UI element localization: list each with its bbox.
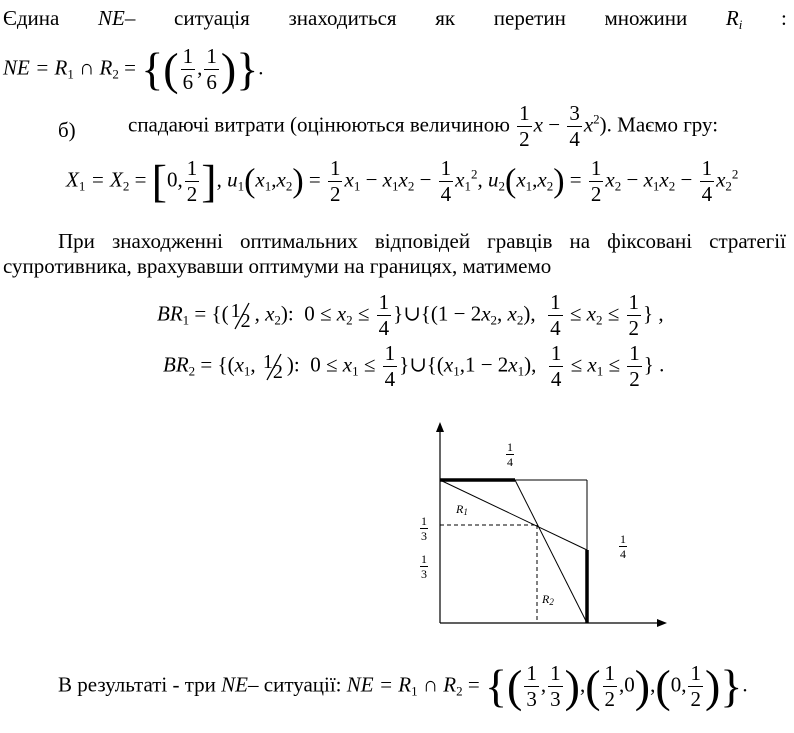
word: перетин bbox=[493, 6, 566, 30]
word: : bbox=[781, 6, 787, 30]
word: знаходиться bbox=[288, 6, 397, 30]
paragraph-line1: При знаходженні оптимальних відповідей гравців на фіксовані стратегії bbox=[58, 229, 786, 253]
x-axis-arrow bbox=[657, 619, 667, 627]
right-label-quarter: $\frac{1}{4}$ bbox=[620, 532, 626, 561]
item-b-text: спадаючі витрати (оцінюються величиною $\frac{1}{2}$ x − $\frac{3}{4}$ $x^2$). Маємо гру: bbox=[128, 101, 719, 151]
intro-line bbox=[3, 6, 787, 33]
result-line: В результаті - три NE– ситуації: NE = $R_1$ ∩ $R_2$ = {( $\frac{1}{3}$ , $\frac{1}{3}$ ),( $\frac{1}{2}$ ,0),(0, $\frac{1}{2}$ )}. bbox=[58, 660, 748, 712]
word: ситуація bbox=[174, 6, 250, 30]
item-label: б) bbox=[58, 118, 76, 142]
set-symbol: $R_i$ bbox=[725, 6, 743, 32]
r2-label: $R_2$ bbox=[542, 592, 554, 607]
word: Єдина bbox=[3, 6, 60, 30]
left-label-third-a: $\frac{1}{3}$ bbox=[421, 514, 427, 543]
paragraph-line2: супротивника, врахувавши оптимуми на границях, матимемо bbox=[3, 254, 552, 278]
game-formula: $X_1 = X_2 = [0$, $\frac{1}{2}$ ], $u_1(x_1,x_2)$ = $\frac{1}{2}$ $x_1 - x_1x_2$ − $\frac{1}{4}$ $x_1^2$, $u_2(x_1,x_2)$ = $\frac{1}{2}$ $x_2 - x_1x_2$ − $\frac{1}{4}$ $x_2^2$ bbox=[66, 155, 739, 207]
fraction: $\frac{1}{6}$ bbox=[182, 44, 194, 94]
fraction: $\frac{1}{6}$ bbox=[206, 44, 217, 94]
r1-label: $R_1$ bbox=[456, 502, 468, 517]
br2-formula: $BR_2 = \{(x_1$, 1 2 ): $0 \le x_1$ ≤ $\frac{1}{4}$ }$\cup\{(x_1,1 - 2x_1)$, $\frac{1}{4}$ ≤ $x_1$ ≤ $\frac{1}{2}$ } . bbox=[163, 341, 665, 391]
ne-formula: NE = $R_1$ ∩ $R_2$ = {( $\frac{1}{6}$ , $\frac{1}{6}$ )}. bbox=[3, 43, 264, 95]
br1-formula: $BR_1$ = {( 1 2 , $x_2$): $0 \le x_2$ ≤ $\frac{1}{4}$ }∪{(1 − $2x_2$, $x_2$), $\frac{1}{4}$ ≤ $x_2$ ≤ $\frac{1}{2}$ } , bbox=[157, 290, 664, 340]
y-axis-arrow bbox=[436, 422, 444, 432]
word: NE– bbox=[98, 6, 136, 30]
word: як bbox=[435, 6, 456, 30]
top-label-quarter: $\frac{1}{4}$ bbox=[507, 440, 513, 469]
word: множини bbox=[604, 6, 688, 30]
left-label-third-b: $\frac{1}{3}$ bbox=[421, 552, 427, 581]
best-response-diagram bbox=[400, 420, 680, 635]
